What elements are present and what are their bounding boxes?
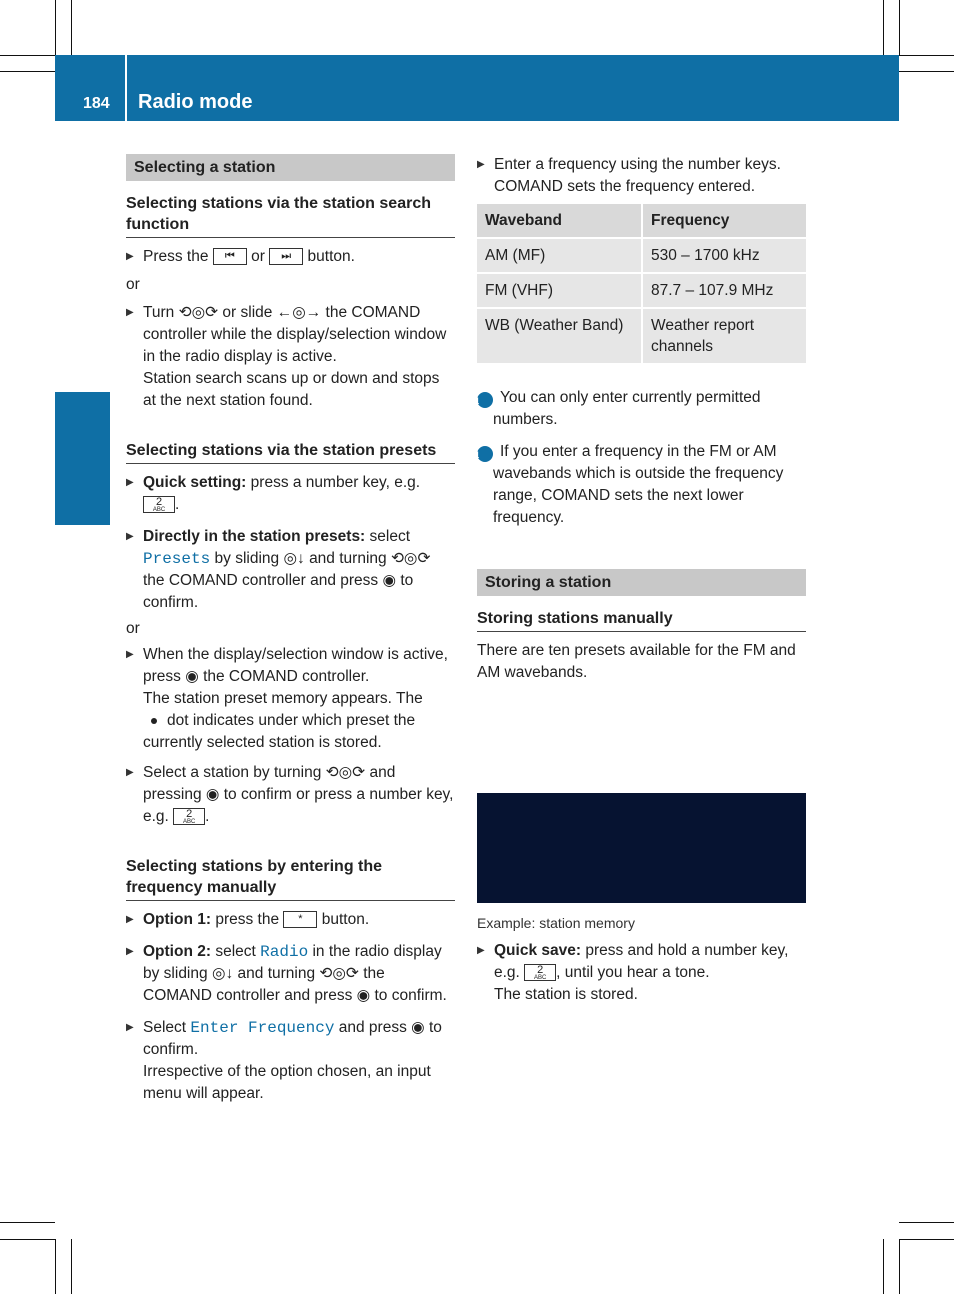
- number-key-2-icon: 2 ABC: [524, 964, 556, 981]
- step: ▶ Directly in the station presets: select Presets by sliding ◎↓ and turning ⟲◎⟳ the COMAND controller and press ◉ to confirm.: [126, 526, 455, 614]
- table-header: Frequency: [642, 204, 806, 238]
- number-key-2-icon: 2 ABC: [173, 808, 205, 825]
- table-row: [477, 308, 806, 364]
- crop-mark: [55, 0, 56, 55]
- table-header-row: [477, 204, 806, 238]
- step: ▶ Turn ⟲◎⟳ or slide ←◎→ the COMAND controller while the display/selection window in the radio display is active. Station search scans up or down and stops at the next station found.: [126, 302, 455, 412]
- slide-controller-icon: ←◎→: [276, 304, 322, 321]
- crop-mark: [899, 55, 954, 56]
- number-key-2-icon: 2 ABC: [143, 496, 175, 513]
- info-note: i You can only enter currently permitted numbers.: [474, 389, 761, 428]
- subheading: Storing stations manually: [477, 608, 806, 632]
- star-key-icon: *: [283, 911, 317, 928]
- info-icon: i: [477, 446, 493, 462]
- enter-frequency-menu-item: Enter Frequency: [190, 1019, 335, 1037]
- section-heading: Selecting a station: [126, 154, 455, 181]
- prev-track-icon: ⏮: [213, 248, 247, 265]
- press-controller-icon: ◉: [205, 786, 220, 803]
- table-cell: AM (MF): [477, 238, 642, 273]
- crop-mark: [71, 0, 72, 55]
- turn-controller-icon: ⟲◎⟳: [319, 965, 359, 982]
- table-header: Waveband: [477, 204, 642, 238]
- crop-mark: [899, 0, 900, 55]
- figure-caption: Example: station memory: [477, 915, 635, 931]
- crop-mark: [0, 1222, 55, 1223]
- table-cell: 530 – 1700 kHz: [642, 238, 806, 273]
- press-controller-icon: ◉: [411, 1019, 425, 1036]
- step: ▶ Option 1: press the * button.: [126, 909, 455, 931]
- step: ▶ Select a station by turning ⟲◎⟳ and pressing ◉ to confirm or press a number key, e.g. 2 ABC .: [126, 762, 455, 828]
- press-controller-icon: ◉: [185, 668, 199, 685]
- station-memory-screenshot: [477, 793, 806, 903]
- paragraph: There are ten presets available for the FM and AM wavebands.: [477, 642, 796, 681]
- table-row: [477, 238, 806, 273]
- left-column: [126, 154, 455, 1105]
- crop-mark: [0, 55, 55, 56]
- subheading: Selecting stations via the station presets: [126, 440, 455, 464]
- or-text: or: [126, 276, 140, 293]
- turn-controller-icon: ⟲◎⟳: [325, 764, 366, 781]
- crop-mark: [0, 71, 55, 72]
- crop-mark: [899, 1222, 954, 1223]
- table-cell: 87.7 – 107.9 MHz: [642, 273, 806, 308]
- or-text: or: [126, 620, 140, 637]
- info-note: i If you enter a frequency in the FM or AM wavebands which is outside the frequency range, COMAND sets the next lower frequency.: [474, 443, 784, 526]
- crop-mark: [55, 1239, 56, 1294]
- step: ▶ Press the ⏮ or ⏭ button.: [126, 246, 455, 268]
- turn-controller-icon: ⟲◎⟳: [390, 550, 431, 567]
- frequency-table: [477, 204, 806, 365]
- table-cell: WB (Weather Band): [477, 308, 642, 364]
- table-cell: Weather report channels: [642, 308, 806, 364]
- crop-mark: [899, 71, 954, 72]
- table-cell: FM (VHF): [477, 273, 642, 308]
- crop-mark: [71, 1239, 72, 1294]
- crop-mark: [899, 1239, 900, 1294]
- crop-mark: [883, 1239, 884, 1294]
- step: ▶ When the display/selection window is active, press ◉ the COMAND controller. The station preset memory appears. The dot indicates under which preset the currently selected station is stored.: [126, 644, 455, 754]
- crop-mark: [0, 1239, 55, 1240]
- side-tab-block: [55, 392, 110, 525]
- step: ▶ Enter a frequency using the number keys. COMAND sets the frequency entered.: [477, 154, 806, 198]
- crop-mark: [899, 1239, 954, 1240]
- table-row: [477, 273, 806, 308]
- subheading: Selecting stations via the station search function: [126, 193, 455, 238]
- press-controller-icon: ◉: [356, 987, 371, 1004]
- preset-dot-icon: [151, 718, 157, 724]
- section-heading: Storing a station: [477, 569, 806, 596]
- next-track-icon: ⏭: [269, 248, 303, 265]
- step: ▶ Select Enter Frequency and press ◉ to confirm. Irrespective of the option chosen, an input menu will appear.: [126, 1017, 455, 1105]
- page-title: Radio mode: [138, 91, 253, 113]
- step: ▶ Option 2: select Radio in the radio display by sliding ◎↓ and turning ⟲◎⟳ the COMAND controller and press ◉ to confirm.: [126, 941, 455, 1007]
- slide-down-icon: ◎↓: [283, 550, 305, 567]
- header-divider: [125, 55, 127, 121]
- step: ▶ Quick save: press and hold a number key, e.g. 2 ABC , until you hear a tone. The station is stored.: [477, 940, 806, 1006]
- crop-mark: [883, 0, 884, 55]
- slide-down-icon: ◎↓: [211, 965, 234, 982]
- right-column-lower: [477, 912, 806, 1006]
- presets-menu-item: Presets: [143, 550, 211, 568]
- right-column: [474, 154, 806, 684]
- radio-menu-item: Radio: [260, 943, 309, 961]
- page-number: 184: [83, 95, 110, 112]
- press-controller-icon: ◉: [382, 572, 397, 589]
- subheading: Selecting stations by entering the frequency manually: [126, 856, 455, 901]
- step: ▶ Quick setting: press a number key, e.g. 2 ABC .: [126, 472, 455, 516]
- page-header: [55, 55, 899, 121]
- info-icon: i: [477, 392, 493, 408]
- turn-controller-icon: ⟲◎⟳: [178, 304, 219, 321]
